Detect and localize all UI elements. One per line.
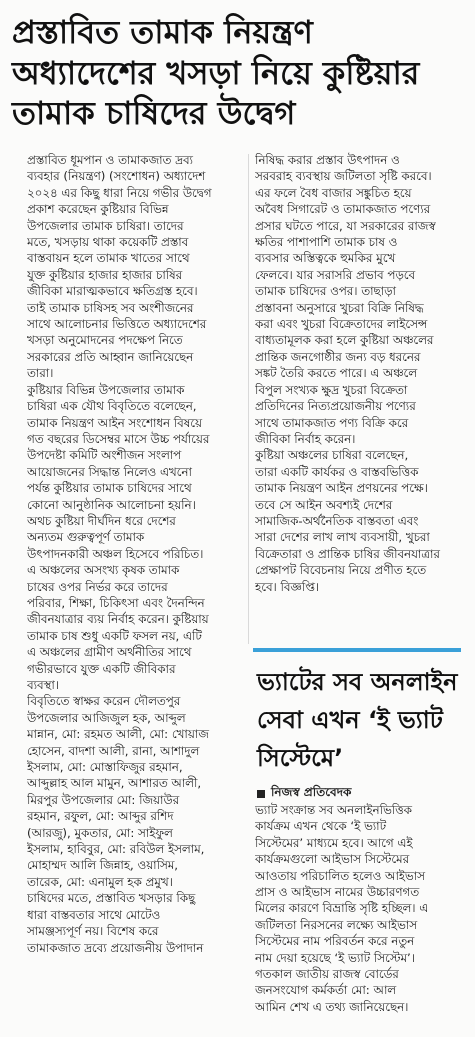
body-text-line: জনসংযোগ কর্মকর্তা মো: আল [255, 983, 397, 998]
body-text-line: নিষিদ্ধ করার প্রস্তাব উৎপাদন ও [255, 153, 400, 167]
body-text-line: ইসলাম, মো: মোস্তাফিজুর রহমান, [27, 760, 183, 775]
body-text-line: মান্নান, মো: রহমত আলী, মো: খোয়াজ [27, 727, 209, 742]
body-text-line: তারা। [27, 366, 54, 381]
body-text-line: ব্যবহার (নিয়ন্ত্রণ) (সংশোধন) অধ্যাদেশ [27, 169, 206, 184]
body-text-line: বাধ্যতামূলক করা হলে কুষ্টিয়া অঞ্চলের [255, 333, 434, 348]
body-text-line: মিরপুর উপজেলার মো: জিয়াউর [27, 792, 180, 807]
body-text-line: আমিন শেখ এ তথ্য জানিয়েছেন। [255, 999, 409, 1014]
body-text-line: চাষিদের মতে, প্রস্তাবিত খসড়ার কিছু [27, 891, 196, 906]
second-article-headline [257, 663, 465, 777]
body-text-line: আব্দুল্লাহ আল মামুন, আশারত আলী, [27, 776, 202, 791]
body-text-line: সঙ্কট তৈরি করতে পারে। এ অঞ্চলে [255, 366, 418, 381]
body-text-line: গভীরভাবে যুক্ত একটি জীবিকার [27, 661, 176, 676]
body-text-line: বাস্তবায়ন হলে তামাক খাতের সাথে [27, 251, 190, 266]
body-text-line: প্রান্তিক জনগোষ্ঠীর জন্য বড় ধরনের [255, 349, 421, 364]
square-bullet-icon [257, 790, 265, 798]
byline [257, 784, 351, 804]
body-text-line: ফেলবে। যার সরাসরি প্রভাব পড়বে [255, 267, 416, 282]
headline-line: ভ্যাটের সব অনলাইন [257, 668, 458, 696]
body-text-line: কার্যক্রম এখন থেকে ‘ই ভ্যাট [255, 819, 387, 834]
body-text-line: আয়োজনের সিদ্ধান্ত নিলেও এখনো [27, 464, 192, 479]
body-text-line: প্রকাশ করেছেন কুষ্টিয়ার বিভিন্ন [27, 202, 169, 217]
body-text-line: বিক্রেতারা ও প্রান্তিক চাষির জীবনযাত্রার [255, 546, 440, 561]
body-text-line: সাথে আলোচনার ভিত্তিতে অধ্যাদেশের [27, 317, 207, 332]
body-text-line: বিবৃতিতে স্বাক্ষর করেন দৌলতপুর [27, 694, 181, 709]
body-text-line: গতকাল জাতীয় রাজস্ব বোর্ডের [255, 967, 399, 982]
body-text-line: নাম দেয়া হয়েছে ‘ই ভ্যাট সিস্টেম’। [255, 950, 415, 965]
body-text-line: তামাক নিয়ন্ত্রণ আইন সংশোধন বিষয়ে [27, 415, 202, 430]
body-text-line: প্রতিদিনের নিত্যপ্রয়োজনীয় পণ্যের [255, 399, 416, 414]
section-rule [253, 648, 461, 652]
body-text-line: সাথে তামাকজাত পণ্য বিক্রি করে [255, 415, 409, 430]
body-text-line: জীবিকা মারাত্মকভাবে ক্ষতিগ্রস্ত হবে। [27, 284, 198, 299]
headline-line: অধ্যাদেশের খসড়া নিয়ে কুষ্টিয়ার [12, 53, 420, 92]
headline-line: সিস্টেমে’ [257, 744, 344, 772]
body-text-line: পরিবার, শিক্ষা, চিকিৎসা এবং দৈনন্দিন [27, 595, 205, 610]
body-text-line: এ অঞ্চলের অসংখ্য কৃষক তামাক [27, 563, 180, 578]
body-text-line: সরকারের প্রতি আহ্বান জানিয়েছেন [27, 349, 194, 364]
body-text-line: চাষের ওপর নির্ভর করে তাদের [27, 579, 168, 594]
body-text-line: সামাজিক-অর্থনৈতিক বাস্তবতা এবং [255, 513, 419, 528]
body-text-line: সামঞ্জস্যপূর্ণ নয়। বিশেষ করে [27, 924, 159, 939]
article-column-1 [27, 152, 247, 956]
body-text-line: প্রাস ও আইভাস নামের উচ্চারণগত [255, 885, 420, 900]
headline-line: তামাক চাষিদের উদ্বেগ [12, 94, 296, 132]
body-text-line: প্রস্তাবিত ধূমপান ও তামাকজাত দ্রব্য [27, 153, 193, 167]
body-text-line: সরবরাহ ব্যবস্থায় জটিলতা সৃষ্টি করবে। [255, 169, 432, 184]
body-text-line: অথচ কুষ্টিয়া দীর্ঘদিন ধরে দেশের [27, 513, 176, 528]
body-text-line: এ অঞ্চলের গ্রামীণ অর্থনীতির সাথে [27, 645, 192, 660]
body-text-line: তামাক চাষিদের ওপর। তাছাড়া [255, 284, 396, 299]
body-text-line: উপদেষ্টা কমিটি অংশীজন সংলাপ [27, 448, 182, 463]
body-text-line: উপজেলার তামাক চাষিরা। তাদের [27, 218, 184, 233]
column-divider [248, 154, 249, 644]
article-column-2 [255, 152, 463, 595]
body-text-line: হোসেন, বাদশা আলী, রানা, আশাদুল [27, 743, 200, 758]
body-text-line: প্রেক্ষাপট বিবেচনায় নিয়ে প্রণীত হতে [255, 563, 427, 578]
body-text-line: চাষিরা এক যৌথ বিবৃতিতে বলেছেন, [27, 399, 197, 414]
body-text-line: জীবিকা নির্বাহ করেন। [255, 431, 356, 446]
body-text-line: ইসলাম, হাবিবুর, মো: রবিউল ইসলাম, [27, 842, 205, 857]
headline-line: প্রস্তাবিত তামাক নিয়ন্ত্রণ [12, 13, 313, 51]
body-text-line: ক্ষতির পাশাপাশি তামাক চাষ ও [255, 235, 398, 250]
body-text-line: সারা দেশের লাখ লাখ ব্যবসায়ী, খুচরা [255, 530, 430, 545]
body-text-line: সিস্টেমের নাম পরিবর্তন করে নতুন [255, 934, 415, 949]
body-text-line: মোহাম্মদ আলি জিন্নাহ, ওয়াসিম, [27, 858, 179, 873]
body-text-line: তাই তামাক চাষিসহ সব অংশীজনের [27, 300, 194, 315]
body-text-line: (আরজু), মুকতার, মো: সাইফুল [27, 825, 173, 840]
body-text-line: জীবনযাত্রার ব্যয় নির্বাহ করেন। কুষ্টিয়ায় [27, 612, 209, 627]
body-text-line: গত বছরের ডিসেম্বর মাসে উচ্চ পর্যায়ের [27, 431, 210, 446]
body-text-line: প্রসার ঘটতে পারে, যা সরকারের রাজস্ব [255, 218, 436, 233]
byline-text: নিজস্ব প্রতিবেদক [271, 785, 352, 799]
body-text-line: তামাক চাষ শুধু একটি ফসল নয়, এটি [27, 628, 202, 643]
body-text-line: অন্যতম গুরুত্বপূর্ণ তামাক [27, 530, 145, 545]
body-text-line: প্রস্তাবনা অনুসারে খুচরা বিক্রি নিষিদ্ধ [255, 300, 424, 315]
body-text-line: অবৈধ সিগারেট ও তামাকজাত পণ্যের [255, 202, 431, 217]
headline-line: সেবা এখন ‘ই ভ্যাট [257, 706, 443, 734]
body-text-line: যুক্ত কুষ্টিয়ার হাজার হাজার চাষির [27, 267, 183, 282]
body-text-line: ভ্যাট সংক্রান্ত সব অনলাইনভিত্তিক [255, 803, 412, 817]
second-article-body [255, 802, 463, 1015]
body-text-line: পর্যন্ত কুষ্টিয়ার তামাক চাষিদের সাথে [27, 481, 192, 496]
body-text-line: উপজেলার আজিজুল হক, আব্দুল [27, 710, 186, 725]
body-text-line: কুষ্টিয়া অঞ্চলের চাষিরা বলেছেন, [255, 448, 409, 463]
body-text-line: খসড়া অনুমোদনের পদক্ষেপ নিতে [27, 333, 183, 348]
body-text-line: সিস্টেমের’ মাধ্যমে হবে। আগে এই [255, 835, 413, 850]
body-text-line: তামাকজাত দ্রব্যে প্রয়োজনীয় উপাদান [27, 940, 204, 955]
body-text-line: ব্যবসার অস্তিত্বকে হুমকির মুখে [255, 251, 396, 266]
body-text-line: উৎপাদনকারী অঞ্চল হিসেবে পরিচিত। [27, 546, 204, 561]
body-text-line: করা এবং খুচরা বিক্রেতাদের লাইসেন্স [255, 317, 428, 332]
body-text-line: মিলের কারণে বিভ্রান্তি সৃষ্টি হচ্ছিল। এ [255, 901, 429, 916]
body-text-line: কুষ্টিয়ার বিভিন্ন উপজেলার তামাক [27, 382, 185, 397]
body-text-line: ২০২৪ এর কিছু ধারা নিয়ে গভীর উদ্বেগ [27, 185, 212, 200]
article-headline [12, 12, 467, 134]
body-text-line: কোনো আনুষ্ঠানিক আলোচনা হয়নি। [27, 497, 196, 512]
body-text-line: এর ফলে বৈধ বাজার সঙ্কুচিত হয়ে [255, 185, 412, 200]
body-text-line: ধারা বাস্তবতার সাথে মোটেও [27, 907, 161, 922]
body-text-line: হবে। বিজ্ঞপ্তি। [255, 579, 319, 594]
body-text-line: কার্যক্রমগুলো আইভাস সিস্টেমের [255, 852, 410, 867]
body-text-line: তারেক, মো: এনামুল হক প্রমুখ। [27, 874, 173, 889]
body-text-line: তারা একটি কার্যকর ও বাস্তবভিত্তিক [255, 464, 419, 479]
body-text-line: তবে সে আইন অবশ্যই দেশের [255, 497, 393, 512]
body-text-line: বিপুল সংখ্যক ক্ষুদ্র খুচরা বিক্রেতা [255, 382, 408, 397]
body-text-line: রহমান, রফুল, মো: আব্দুর রশিদ [27, 809, 174, 824]
body-text-line: ব্যবস্থা। [27, 678, 60, 692]
body-text-line: মতে, খসড়ায় থাকা কয়েকটি প্রস্তাব [27, 235, 189, 250]
body-text-line: আওতায় পরিচালিত হলেও আইভাস [255, 868, 425, 883]
body-text-line: জটিলতা নিরসনের লক্ষ্যে আইভাস [255, 917, 418, 932]
body-text-line: তামাক নিয়ন্ত্রণ আইন প্রণয়নের পক্ষে। [255, 481, 428, 496]
